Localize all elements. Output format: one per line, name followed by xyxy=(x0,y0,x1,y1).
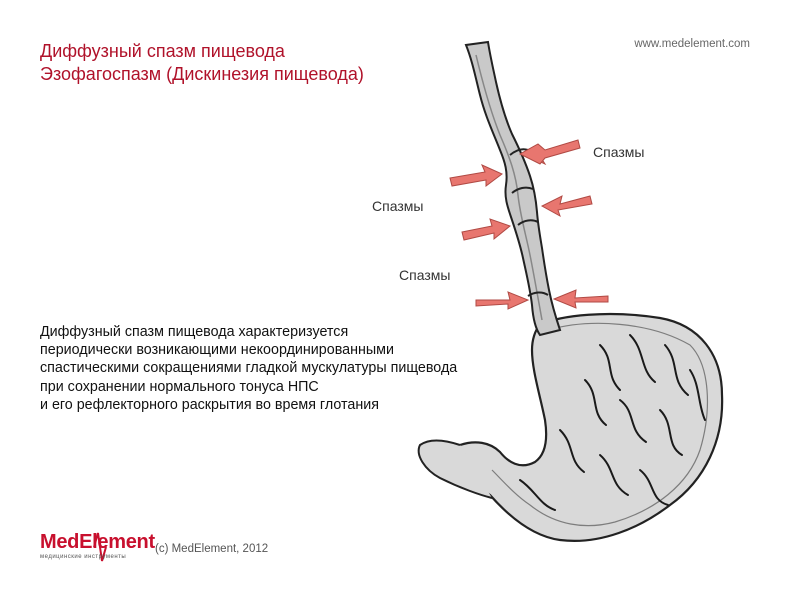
copyright: (c) MedElement, 2012 xyxy=(155,543,269,555)
description-line: периодически возникающими некоординированными xyxy=(40,342,394,359)
page-title: Диффузный спазм пищевода xyxy=(40,41,285,61)
logo-wordmark: MedElement xyxy=(40,531,155,553)
description-text xyxy=(40,323,510,414)
arrow-left-bottom xyxy=(476,292,528,309)
arrow-right-middle xyxy=(542,196,592,216)
description-line: спастическими сокращениями гладкой мускулатуры пищевода xyxy=(40,360,458,377)
logo-subtitle: медицинские инструменты xyxy=(40,554,127,560)
spasm-label-bottom: Спазмы xyxy=(399,267,451,283)
arrow-left-middle xyxy=(462,219,510,240)
spasm-label-top: Спазмы xyxy=(593,144,645,160)
description-line: Диффузный спазм пищевода характеризуется xyxy=(40,324,349,340)
medelement-logo xyxy=(40,527,155,569)
title-block xyxy=(40,40,364,86)
site-url: www.medelement.com xyxy=(634,38,750,50)
spasm-label-middle: Спазмы xyxy=(372,198,424,214)
page-subtitle: Эзофагоспазм (Дискинезия пищевода) xyxy=(40,64,364,84)
arrow-right-bottom xyxy=(554,290,608,308)
description-line: при сохранении нормального тонуса НПС xyxy=(40,378,319,395)
arrow-left-upper xyxy=(450,165,502,186)
description-line: и его рефлекторного раскрытия во время глотания xyxy=(40,396,379,413)
esophagus xyxy=(466,42,560,335)
arrow-right-top xyxy=(520,140,580,164)
